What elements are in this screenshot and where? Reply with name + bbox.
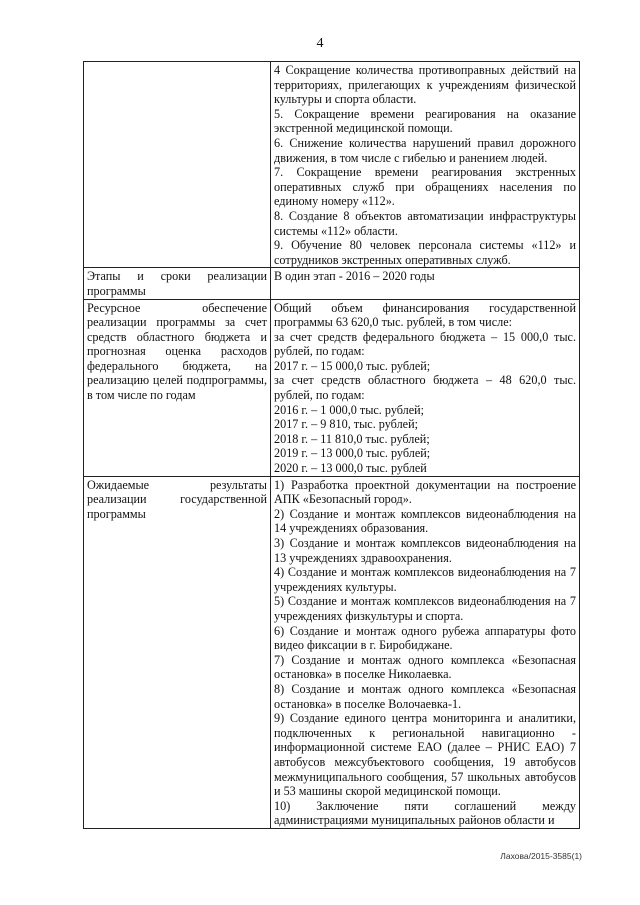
list-item: 6. Снижение количества нарушений правил дорожного движения, в том числе с гибелью и ранением людей.	[274, 135, 576, 165]
list-item: В один этап - 2016 – 2020 годы	[274, 269, 435, 284]
page-number: 4	[316, 36, 324, 51]
row-label: Ожидаемые результаты реализации государственной программы	[84, 476, 271, 828]
list-item: 6) Создание и монтаж одного рубежа аппаратуры фото видео фиксации в г. Биробиджане.	[274, 623, 576, 653]
passport-table	[83, 61, 580, 829]
list-item: 2016 г. – 1 000,0 тыс. рублей;	[274, 402, 425, 417]
row-label: Этапы и сроки реализации программы	[84, 268, 271, 299]
row-label: Ресурсное обеспечение реализации программы за счет средств областного бюджета и прогнозная оценка расходов федерального бюджета, на реализацию целей подпрограммы, в том числе по годам	[84, 299, 271, 476]
list-item: 10) Заключение пяти соглашений между администрациями муниципальных районов области и	[274, 798, 576, 828]
list-item: за счет средств областного бюджета – 48 620,0 тыс. рублей, по годам:	[274, 373, 576, 403]
row-content	[271, 268, 580, 299]
list-item: Общий объем финансирования государственной программы 63 620,0 тыс. рублей, в том числе:	[274, 300, 576, 330]
list-item: 5. Сокращение времени реагирования на оказание экстренной медицинской помощи.	[274, 106, 576, 136]
list-item: 1) Разработка проектной документации на построение АПК «Безопасный город».	[274, 477, 576, 507]
list-item: 7. Сокращение времени реагирования экстренных оперативных служб при обращениях населения по единому номеру «112».	[274, 165, 576, 209]
list-item: 4 Сокращение количества противоправных действий на территориях, прилегающих к учреждениям физической культуры и спорта области.	[274, 63, 576, 107]
list-item: 3) Создание и монтаж комплексов видеонаблюдения на 13 учреждениях здравоохранения.	[274, 536, 576, 565]
list-item: 2018 г. – 11 810,0 тыс. рублей;	[274, 431, 430, 446]
table-row	[84, 299, 580, 476]
list-item: 5) Создание и монтаж комплексов видеонаблюдения на 7 учреждениях физкультуры и спорта.	[274, 594, 576, 623]
list-item: 8. Создание 8 объектов автоматизации инфраструктуры системы «112» области.	[274, 208, 576, 238]
list-item: 8) Создание и монтаж одного комплекса «Безопасная остановка» в поселке Волочаевка-1.	[274, 681, 576, 711]
list-item: за счет средств федерального бюджета – 15 000,0 тыс. рублей, по годам:	[274, 329, 576, 359]
list-item: 7) Создание и монтаж одного комплекса «Безопасная остановка» в поселке Николаевка.	[274, 652, 576, 682]
list-item: 4) Создание и монтаж комплексов видеонаблюдения на 7 учреждениях культуры.	[274, 565, 576, 594]
list-item: 2020 г. – 13 000,0 тыс. рублей	[274, 461, 427, 476]
list-item: 2017 г. – 15 000,0 тыс. рублей;	[274, 358, 431, 373]
row-content	[271, 62, 580, 268]
list-item: 9) Создание единого центра мониторинга и аналитики, подключенных к региональной навигационно - информационной системе ЕАО (далее – РНИС ЕАО) 7 автобусов межсубъектового сообщения, 19 автобусов межмуниципального сообщения, 57 школьных автобусов и 53 машины скорой медицинской помощи.	[274, 711, 576, 799]
row-content	[271, 299, 580, 476]
list-item: 2017 г. – 9 810, тыс. рублей;	[274, 417, 418, 432]
list-item: 2) Создание и монтаж комплексов видеонаблюдения на 14 учреждениях образования.	[274, 506, 576, 536]
table-row	[84, 268, 580, 299]
document-footer-code: Лахова/2015-3585(1)	[500, 851, 582, 861]
row-label	[84, 62, 271, 268]
list-item: 2019 г. – 13 000,0 тыс. рублей;	[274, 446, 431, 461]
table-row	[84, 476, 580, 828]
table-row	[84, 62, 580, 268]
row-content	[271, 476, 580, 828]
list-item: 9. Обучение 80 человек персонала системы «112» и сотрудников экстренных оперативных служб.	[274, 238, 576, 267]
